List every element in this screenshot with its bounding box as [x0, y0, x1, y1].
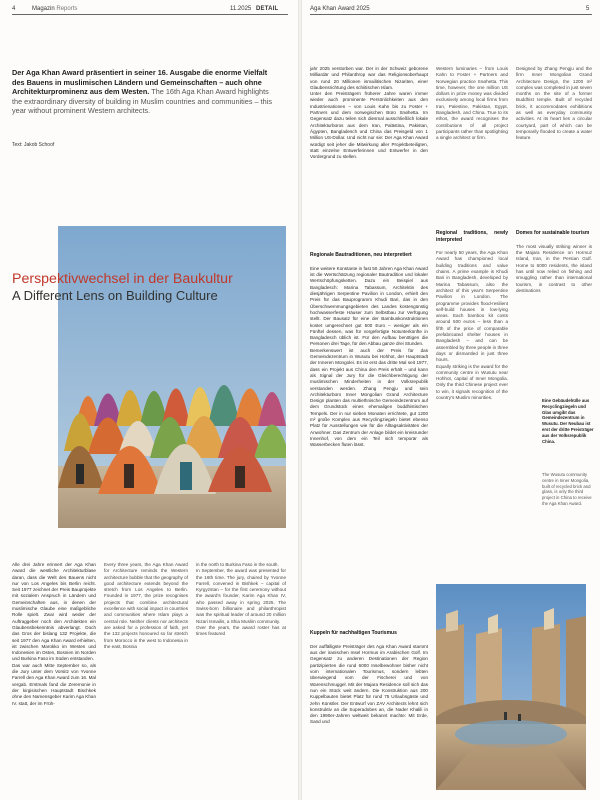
- article-column-3a: Designed by Zhang Pengju and the firm Inner Mongolian Grand Architecture Design, the 1200 m² complex was completed in just seven months on the site of a former Buddhist temple. Built of recycled brick, it accommodates exhibitions as well as everyday community activities. At its heart lies a circular courtyard, part of which can be temporarily flooded to create a water feature.: [516, 66, 592, 141]
- author-credit: Text: Jakob Schoof: [12, 142, 55, 148]
- right-header-rule: [310, 14, 592, 15]
- paragraph-regional-de: Eine weitere Konstante in fast 50 Jahren Aga Khan Award ist die Wertschätzung regionaler Bautradition und lokaler Wertschöpfungsketten. Dazu ein Beispiel aus Bangladesch: Marina Tabassum, Architektin des diesjährigen Serpentine Pavilion in London, erhielt den Preis für das Bauprogramm Khudi Bari, das in den Überschwemmungsgebieten des Landes kostengünstig hochwasserfeste Häuser zum Selbstbau zur Verfügung stellt. Der Bausatz für eine der Bambuskonstruktionen kostet umgerechnet gut 500 Euro – weniger als ein Fünftel dessen, was für vorgefertigte Notunterkünfte in Bangladesch üblich ist. Für den Aufbau benötigen die Personen drei Tage, für den Abbau ganze drei Stunden. Bemerkenswert ist auch der Preis für das Gemeindezentrum in Wusutu bei Hohhot, der Hauptstadt der Inneren Mongolei. Es ist erst das dritte Mal seit 1977, dass ein Projekt aus China den Preis erhält – und kann als Signal der Jury für die Gleichberechtigung der muslimischen Minderheiten in der Volksrepublik verstanden werden. Zhang Pengju und sein Architekturbüro Inner Mongolian Grand Architecture Design planten das multiethnische Gemeindezentrum auf dem Grundstück eines ehemaligen buddhistischen Tempels. Der in nur sieben Monaten errichtete, gut 1200 m² große Komplex aus Recyclingziegeln bietet ebenso Platz für Ausstellungen wie für die Alltagsaktivitäten der Anwohner. Das Zentrum der Anlage bildet ein kreisrunder Innenhof, von dem ein Teil sich temporär als Wasserbecken fluten lässt.: [310, 265, 428, 448]
- subheading-regional-en: Regional traditions, newly interpreted: [436, 230, 508, 243]
- article-column-1c: [310, 624, 428, 794]
- photo-caption-german: Eine Gebäudehülle aus Recyclingziegeln und Glas umgibt das Gemeindezentrum in Wusutu. Der Neubau ist erst der dritte Preisträger aus der Volksrepublik China.: [542, 398, 594, 444]
- headline: [12, 271, 292, 304]
- subheading-domes-en: Domes for sustainable tourism: [516, 230, 590, 237]
- subsection-name: Reports: [56, 6, 78, 12]
- issue-label: 11.2025: [230, 6, 252, 12]
- photo-caption-english: The Wusutu community centre in Inner Mongolia, built of recycled brick and glass, is only the third project in China to receive the Aga Khan Award.: [542, 472, 592, 506]
- article-column-1a: jahr 2025 verstorben war. Der in der Schweiz geborene Milliardär und Philanthrop war das Religionsoberhaupt von rund 20 Millionen ismailitischen Nizariten, einer Glaubensrichtung des schiitischen Islam. Unter den Preisträgern früherer Jahre waren immer wieder auch prominente Persönlichkeiten aus den Industrienationen – von Louis Kahn bis zu Foster + Partners und dem norwegischen Büro Snøhetta. Im Gegensatz dazu teilen sich diesmal ausschließlich lokale Architekturbüros aus dem Iran, Palästina, Pakistan, Ägypten, Bangladesch und China das Preisgeld von 1 Million US-Dollar. Und nicht nur sie: Der Aga Khan Award würdigt seit jeher die Mitwirkung aller Projektbeteiligten, statt einzelne Entwerferinnen und Entwerfer in den Vordergrund zu stellen.: [310, 66, 428, 160]
- intro-text: [12, 68, 280, 116]
- paragraph-regional-en: For nearly 50 years, the Aga Khan Award has championed local building traditions and value chains. A prime example is Khudi Bari in Bangladesh, developed by Marina Tabassum, also the architect of this year's Serpentine Pavilion in London. The programme provides flood-resilient self-build houses in low-lying areas. Each bamboo kit costs around 500 euros – less than a fifth of the price of comparable prefabricated shelter houses in Bangladesh – and can be assembled by three people in three days or dismantled in just three hours. Equally striking is the award for the community centre in Wusutu near Hohhot, capital of Inner Mongolia. Only the third Chinese project ever to win, it signals recognition of the country's Muslim minorities.: [436, 250, 508, 401]
- intro-german: Der Aga Khan Award präsentiert in seiner 16. Ausgabe die enorme Vielfalt des Bauens in muslimischen Ländern und Gemeinschaften – auch ohne Architekturprominenz aus dem Westen.: [12, 68, 268, 97]
- magazine-name: DETAIL: [256, 6, 279, 12]
- article-column-2b: [436, 224, 508, 568]
- text-column-english-2: in the north to Burkina Faso in the south. In September, the award was presented for the 16th time. The jury, chaired by Yvonne Farrell, convened in Bishkek – capital of Kyrgyzstan – for the first ceremony without the award's founder, Karim Aga Khan IV, who passed away in spring 2025. The Swiss-born billionaire and philanthropist was the spiritual leader of around 20 million Nizari Ismailis, a Shia Muslim community. Over the years, the award roster has at times featured: [196, 562, 286, 637]
- headline-english: A Different Lens on Building Culture: [12, 288, 218, 303]
- left-page: [0, 0, 298, 800]
- headline-german: Perspektivwechsel in der Baukultur: [12, 271, 233, 287]
- article-column-1b: [310, 246, 428, 616]
- subheading-regional-de: Regionale Bautraditionen, neu interpretiert: [310, 252, 412, 259]
- section-label: [32, 6, 77, 12]
- subheading-domes-de: Kuppeln für nachhaltigen Tourismus: [310, 630, 397, 637]
- right-page-number: 5: [586, 6, 590, 12]
- community-centre-photo: [436, 584, 586, 790]
- paragraph-domes-de: Der auffälligste Preisträger des Aga Khan Award stammt aus der iranischen Insel Hormus im Arabischen Golf. Im Gegensatz zu anderen Destinationen der Region partizipierten die rund 6000 Inselbewohner bisher nicht vom internationalen Tourismus, sondern lebten überwiegend vom der Fischerei und von Warenschmuggel. Mit der Majara Residence soll sich das nun ein Stück weit ändern. Die Konstruktion aus 200 Kuppelbauten bietet Platz für rund 75 Urlaubsgäste und zehn Künstler. Der Entwurf von ZAV Architects lehnt sich konstruktiv an die Superadobes an, die Nader Khalili in den 1990er-Jahren weltweit bekannt machte: Mit Erde, Sand und: [310, 643, 428, 725]
- article-column-2a: Western luminaries – from Louis Kahn to Foster + Partners and Norwegian practice Snøhetta. This time, however, the one million US dollars in prize money was divided exclusively among local firms from Iran, Palestine, Pakistan, Egypt, Bangladesh, and China. True to its ethos, the award recognises the contributions of all project participants rather than spotlighting a single architect or firm.: [436, 66, 508, 141]
- paragraph-domes-en: The most visually striking winner is the Majara Residence on Hormuz Island, Iran, in the Persian Gulf. Home to 6000 residents, the island has until now relied on fishing and smuggling rather than international tourism, in contrast to other destinations: [516, 243, 592, 293]
- article-column-3b: [516, 224, 592, 390]
- right-header-title: Aga Khan Award 2025: [310, 6, 370, 12]
- text-column-english-1: Every three years, the Aga Khan Award for Architecture reminds the Western architecture bubble that the geography of good architecture extends beyond the stretch from Los Angeles to Berlin. Founded in 1977, the prize recognises projects that combine architectural excellence with social impact in countries and communities where Islam plays a central role. Neither clients nor architects are asked for a profession of faith, yet the 132 projects honoured so far stretch from Morocco in the west to Indonesia in the east, Bosnia: [104, 562, 188, 649]
- text-column-german: Alle drei Jahre erinnert der Aga Khan Award die westliche Architekturblase daran, dass die Welt des Bauens nicht nur von Los Angeles bis Berlin reicht. Seit 1977 zeichnet der Preis Bauprojekte mit sozialem Anspruch in Ländern und Gemeinschaften aus, in denen der muslimische Glaube eine maßgebliche Rolle spielt. Zwar wird weder der Auftraggeber noch den Architekten ein Glaubensbekenntnis abverlangt. Doch das Gros der bislang 132 Projekte, die seit 1977 den Aga Khan Award erhielten, ist zwischen Marokko im Westen und Indonesien im Osten, Bosnien im Norden und Burkina Faso im Süden entstanden. Das war auch Mitte September so, als die Jury unter dem Vorsitz von Yvonne Farrell den Aga Khan Award zum 16. Mal vergab. Erstmals fand die Zeremonie in der kirgisischen Hauptstadt Bischkek ohne den Namensgeber Karim Aga Khan IV. statt, der im Früh-: [12, 562, 96, 706]
- left-page-number: 4: [12, 6, 16, 12]
- section-name: Magazin: [32, 6, 55, 12]
- header-rule: [12, 14, 288, 15]
- intro-english: The 16th Aga Khan Award highlights the extraordinary diversity of building in Muslim countries and communities – this year without prominent Western architects.: [12, 87, 272, 116]
